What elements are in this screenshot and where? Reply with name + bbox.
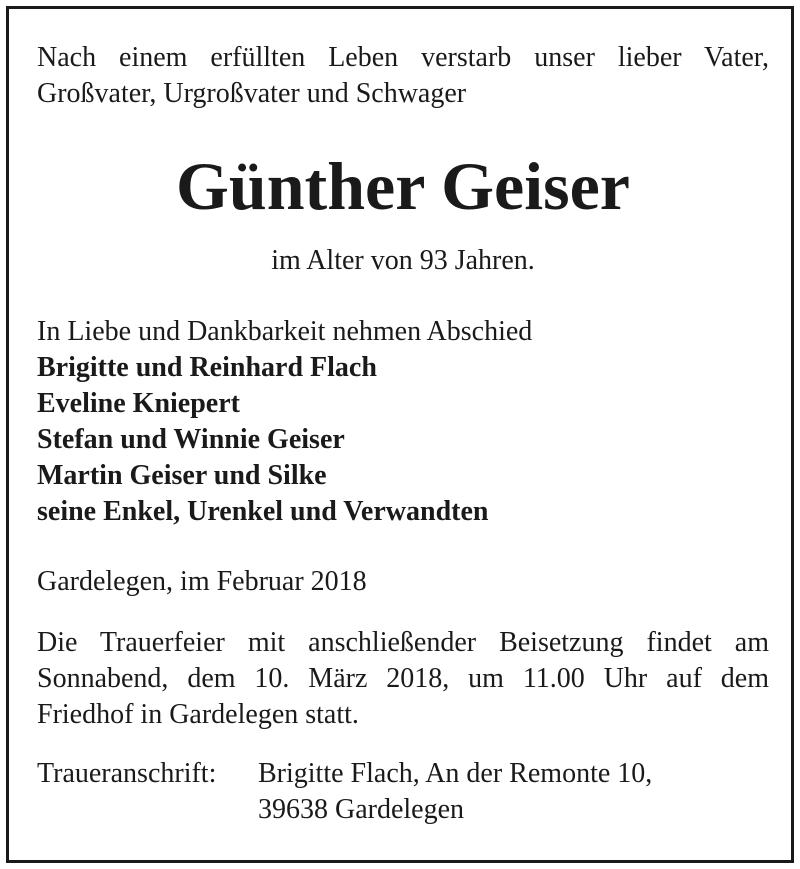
funeral-line-1: Die Trauerfeier mit anschließender Beisetzung findet am [37,627,769,658]
mourner-name: Stefan und Winnie Geiser [37,424,345,455]
mourner-name: Eveline Kniepert [37,388,240,419]
address-label-spacer [37,792,258,828]
address-line-1: Brigitte Flach, An der Remonte 10, [258,758,653,789]
address-label: Traueranschrift: [37,758,217,789]
place-date: Gardelegen, im Februar 2018 [37,566,367,597]
address-row-1 [37,756,769,792]
intro-line-1: Nach einem erfüllten Leben verstarb unser lieber Vater, [37,42,769,73]
age-line: im Alter von 93 Jahren. [271,245,535,276]
funeral-line-2: Sonnabend, dem 10. März 2018, um 11.00 Uhr auf dem [37,663,769,694]
age-block [37,243,769,279]
deceased-name-block [37,146,769,226]
obituary-notice [6,6,794,863]
mourners-block [37,314,769,530]
place-date-block [37,564,769,600]
mourner-name: Martin Geiser und Silke [37,460,327,491]
mourning-address [37,756,769,828]
mourner-name: Brigitte und Reinhard Flach [37,352,377,383]
funeral-info [37,625,769,733]
mourners-heading: In Liebe und Dankbarkeit nehmen Abschied [37,316,533,347]
address-row-2 [37,792,769,828]
address-line-2: 39638 Gardelegen [258,794,465,825]
mourner-name: seine Enkel, Urenkel und Verwandten [37,496,489,527]
intro-line-2: Großvater, Urgroßvater und Schwager [37,78,467,109]
funeral-line-3: Friedhof in Gardelegen statt. [37,699,359,730]
deceased-name: Günther Geiser [176,148,630,224]
intro-text [37,40,769,112]
